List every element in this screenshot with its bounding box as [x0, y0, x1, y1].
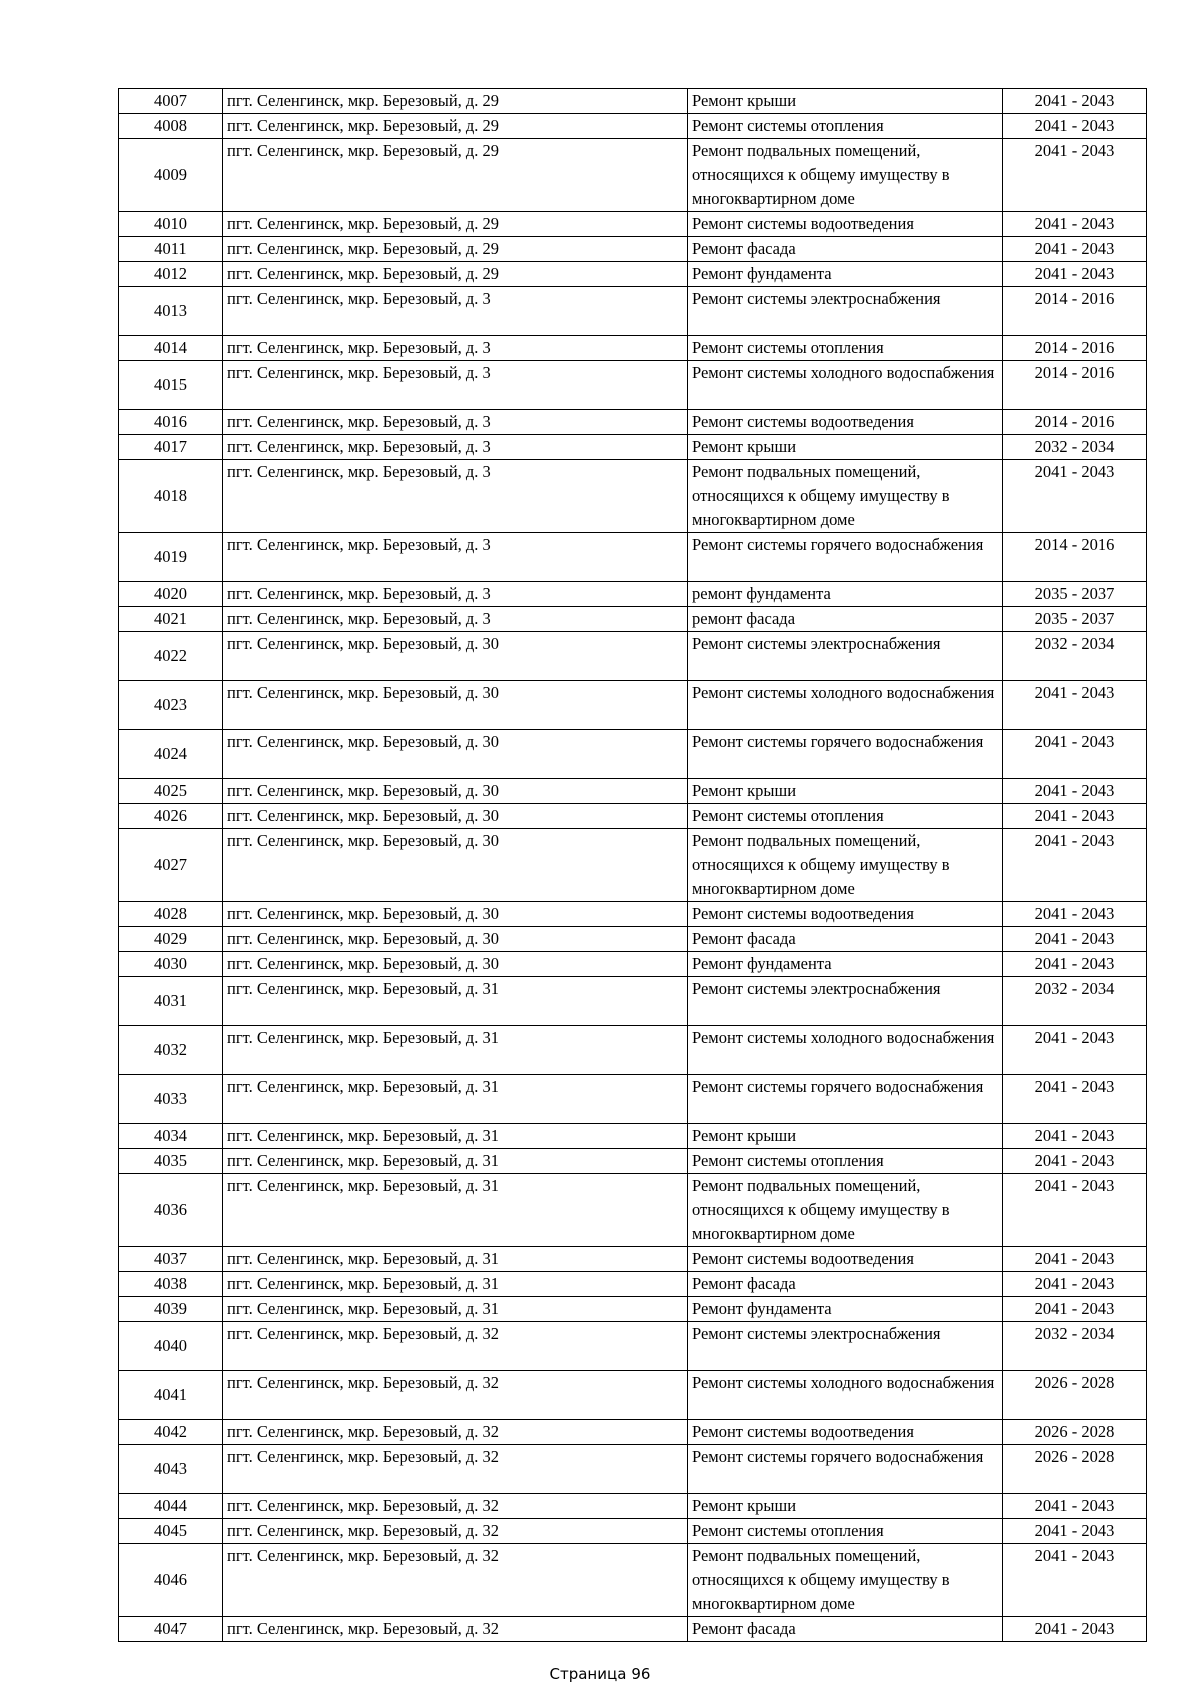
address-cell: пгт. Селенгинск, мкр. Березовый, д. 30	[223, 952, 688, 977]
row-number-cell: 4047	[119, 1617, 223, 1642]
work-type-cell: Ремонт системы горячего водоснабжения	[688, 1075, 1003, 1124]
address-cell: пгт. Селенгинск, мкр. Березовый, д. 3	[223, 410, 688, 435]
row-number-cell: 4026	[119, 804, 223, 829]
address-cell: пгт. Селенгинск, мкр. Березовый, д. 3	[223, 533, 688, 582]
work-type-cell: Ремонт системы горячего водоснабжения	[688, 533, 1003, 582]
period-cell: 2014 - 2016	[1003, 287, 1147, 336]
period-cell: 2032 - 2034	[1003, 435, 1147, 460]
table-row	[119, 139, 1147, 212]
work-type-cell: Ремонт системы электроснабжения	[688, 1322, 1003, 1371]
address-cell: пгт. Селенгинск, мкр. Березовый, д. 3	[223, 287, 688, 336]
row-number-cell: 4042	[119, 1420, 223, 1445]
period-cell: 2041 - 2043	[1003, 1247, 1147, 1272]
period-cell: 2014 - 2016	[1003, 410, 1147, 435]
work-type-cell: Ремонт подвальных помещений, относящихся к общему имуществу в многоквартирном доме	[688, 1174, 1003, 1247]
work-type-cell: Ремонт системы холодного водоспабжения	[688, 361, 1003, 410]
period-cell: 2041 - 2043	[1003, 1149, 1147, 1174]
address-cell: пгт. Селенгинск, мкр. Березовый, д. 30	[223, 902, 688, 927]
work-type-cell: Ремонт фасада	[688, 1272, 1003, 1297]
work-type-cell: Ремонт крыши	[688, 435, 1003, 460]
work-type-cell: Ремонт системы водоотведения	[688, 212, 1003, 237]
period-cell: 2041 - 2043	[1003, 1174, 1147, 1247]
row-number-cell: 4041	[119, 1371, 223, 1420]
page-number: 96	[631, 1665, 651, 1683]
address-cell: пгт. Селенгинск, мкр. Березовый, д. 30	[223, 632, 688, 681]
period-cell: 2014 - 2016	[1003, 336, 1147, 361]
period-cell: 2041 - 2043	[1003, 460, 1147, 533]
address-cell: пгт. Селенгинск, мкр. Березовый, д. 31	[223, 1124, 688, 1149]
work-type-cell: Ремонт системы горячего водоснабжения	[688, 1445, 1003, 1494]
table-row	[119, 1149, 1147, 1174]
row-number-cell: 4020	[119, 582, 223, 607]
table-row	[119, 681, 1147, 730]
table-row	[119, 1174, 1147, 1247]
table-row	[119, 1075, 1147, 1124]
table-row	[119, 779, 1147, 804]
table-row	[119, 829, 1147, 902]
period-cell: 2041 - 2043	[1003, 952, 1147, 977]
table-row	[119, 460, 1147, 533]
table-row	[119, 1519, 1147, 1544]
repair-schedule-table	[118, 88, 1147, 1642]
period-cell: 2014 - 2016	[1003, 361, 1147, 410]
period-cell: 2041 - 2043	[1003, 1297, 1147, 1322]
table-row	[119, 262, 1147, 287]
address-cell: пгт. Селенгинск, мкр. Березовый, д. 3	[223, 607, 688, 632]
address-cell: пгт. Селенгинск, мкр. Березовый, д. 3	[223, 435, 688, 460]
address-cell: пгт. Селенгинск, мкр. Березовый, д. 31	[223, 1272, 688, 1297]
address-cell: пгт. Селенгинск, мкр. Березовый, д. 3	[223, 460, 688, 533]
period-cell: 2026 - 2028	[1003, 1371, 1147, 1420]
row-number-cell: 4040	[119, 1322, 223, 1371]
table-row	[119, 1322, 1147, 1371]
period-cell: 2032 - 2034	[1003, 632, 1147, 681]
table-row	[119, 1494, 1147, 1519]
address-cell: пгт. Селенгинск, мкр. Березовый, д. 31	[223, 977, 688, 1026]
table-row	[119, 89, 1147, 114]
work-type-cell: Ремонт фасада	[688, 927, 1003, 952]
work-type-cell: Ремонт системы горячего водоснабжения	[688, 730, 1003, 779]
work-type-cell: Ремонт фасада	[688, 237, 1003, 262]
period-cell: 2041 - 2043	[1003, 779, 1147, 804]
work-type-cell: ремонт фундамента	[688, 582, 1003, 607]
table-row	[119, 902, 1147, 927]
work-type-cell: Ремонт системы холодного водоснабжения	[688, 1026, 1003, 1075]
period-cell: 2041 - 2043	[1003, 681, 1147, 730]
address-cell: пгт. Селенгинск, мкр. Березовый, д. 32	[223, 1420, 688, 1445]
table-row	[119, 1420, 1147, 1445]
row-number-cell: 4011	[119, 237, 223, 262]
row-number-cell: 4036	[119, 1174, 223, 1247]
row-number-cell: 4012	[119, 262, 223, 287]
table-row	[119, 1544, 1147, 1617]
row-number-cell: 4019	[119, 533, 223, 582]
address-cell: пгт. Селенгинск, мкр. Березовый, д. 32	[223, 1519, 688, 1544]
address-cell: пгт. Селенгинск, мкр. Березовый, д. 30	[223, 681, 688, 730]
work-type-cell: Ремонт системы отопления	[688, 804, 1003, 829]
table-row	[119, 237, 1147, 262]
period-cell: 2041 - 2043	[1003, 1272, 1147, 1297]
period-cell: 2041 - 2043	[1003, 114, 1147, 139]
address-cell: пгт. Селенгинск, мкр. Березовый, д. 3	[223, 336, 688, 361]
work-type-cell: Ремонт системы холодного водоснабжения	[688, 1371, 1003, 1420]
work-type-cell: Ремонт подвальных помещений, относящихся к общему имуществу в многоквартирном доме	[688, 139, 1003, 212]
row-number-cell: 4017	[119, 435, 223, 460]
work-type-cell: Ремонт крыши	[688, 779, 1003, 804]
address-cell: пгт. Селенгинск, мкр. Березовый, д. 32	[223, 1544, 688, 1617]
row-number-cell: 4033	[119, 1075, 223, 1124]
row-number-cell: 4014	[119, 336, 223, 361]
page-footer	[0, 1664, 1200, 1684]
period-cell: 2041 - 2043	[1003, 1124, 1147, 1149]
row-number-cell: 4029	[119, 927, 223, 952]
work-type-cell: Ремонт крыши	[688, 89, 1003, 114]
table-row	[119, 1297, 1147, 1322]
row-number-cell: 4031	[119, 977, 223, 1026]
work-type-cell: Ремонт подвальных помещений, относящихся к общему имуществу в многоквартирном доме	[688, 1544, 1003, 1617]
table-row	[119, 1124, 1147, 1149]
period-cell: 2026 - 2028	[1003, 1445, 1147, 1494]
period-cell: 2041 - 2043	[1003, 1026, 1147, 1075]
address-cell: пгт. Селенгинск, мкр. Березовый, д. 32	[223, 1617, 688, 1642]
address-cell: пгт. Селенгинск, мкр. Березовый, д. 31	[223, 1149, 688, 1174]
table-row	[119, 804, 1147, 829]
address-cell: пгт. Селенгинск, мкр. Березовый, д. 30	[223, 829, 688, 902]
work-type-cell: Ремонт системы отопления	[688, 1149, 1003, 1174]
period-cell: 2041 - 2043	[1003, 139, 1147, 212]
table-row	[119, 336, 1147, 361]
table-row	[119, 582, 1147, 607]
row-number-cell: 4038	[119, 1272, 223, 1297]
row-number-cell: 4034	[119, 1124, 223, 1149]
table-row	[119, 1371, 1147, 1420]
table-row	[119, 632, 1147, 681]
row-number-cell: 4035	[119, 1149, 223, 1174]
address-cell: пгт. Селенгинск, мкр. Березовый, д. 29	[223, 89, 688, 114]
address-cell: пгт. Селенгинск, мкр. Березовый, д. 31	[223, 1026, 688, 1075]
period-cell: 2032 - 2034	[1003, 977, 1147, 1026]
table-row	[119, 1247, 1147, 1272]
work-type-cell: Ремонт системы водоотведения	[688, 902, 1003, 927]
row-number-cell: 4028	[119, 902, 223, 927]
table-body	[119, 89, 1147, 1642]
address-cell: пгт. Селенгинск, мкр. Березовый, д. 30	[223, 804, 688, 829]
row-number-cell: 4030	[119, 952, 223, 977]
row-number-cell: 4022	[119, 632, 223, 681]
period-cell: 2041 - 2043	[1003, 1544, 1147, 1617]
address-cell: пгт. Селенгинск, мкр. Березовый, д. 29	[223, 237, 688, 262]
row-number-cell: 4013	[119, 287, 223, 336]
table-row	[119, 927, 1147, 952]
row-number-cell: 4008	[119, 114, 223, 139]
address-cell: пгт. Селенгинск, мкр. Березовый, д. 31	[223, 1174, 688, 1247]
row-number-cell: 4039	[119, 1297, 223, 1322]
row-number-cell: 4016	[119, 410, 223, 435]
work-type-cell: Ремонт подвальных помещений, относящихся к общему имуществу в многоквартирном доме	[688, 460, 1003, 533]
address-cell: пгт. Селенгинск, мкр. Березовый, д. 32	[223, 1371, 688, 1420]
work-type-cell: Ремонт подвальных помещений, относящихся к общему имуществу в многоквартирном доме	[688, 829, 1003, 902]
row-number-cell: 4025	[119, 779, 223, 804]
work-type-cell: ремонт фасада	[688, 607, 1003, 632]
work-type-cell: Ремонт системы электроснабжения	[688, 287, 1003, 336]
period-cell: 2041 - 2043	[1003, 927, 1147, 952]
table-row	[119, 1617, 1147, 1642]
work-type-cell: Ремонт системы водоотведения	[688, 1247, 1003, 1272]
work-type-cell: Ремонт системы отопления	[688, 114, 1003, 139]
address-cell: пгт. Селенгинск, мкр. Березовый, д. 30	[223, 730, 688, 779]
address-cell: пгт. Селенгинск, мкр. Березовый, д. 30	[223, 927, 688, 952]
table-row	[119, 287, 1147, 336]
work-type-cell: Ремонт системы водоотведения	[688, 1420, 1003, 1445]
table-row	[119, 1272, 1147, 1297]
table-row	[119, 1026, 1147, 1075]
row-number-cell: 4037	[119, 1247, 223, 1272]
period-cell: 2041 - 2043	[1003, 1494, 1147, 1519]
table-row	[119, 212, 1147, 237]
period-cell: 2014 - 2016	[1003, 533, 1147, 582]
table-row	[119, 410, 1147, 435]
row-number-cell: 4007	[119, 89, 223, 114]
row-number-cell: 4043	[119, 1445, 223, 1494]
table-row	[119, 977, 1147, 1026]
document-page	[118, 88, 1146, 1642]
period-cell: 2041 - 2043	[1003, 902, 1147, 927]
period-cell: 2035 - 2037	[1003, 607, 1147, 632]
table-row	[119, 435, 1147, 460]
address-cell: пгт. Селенгинск, мкр. Березовый, д. 32	[223, 1445, 688, 1494]
period-cell: 2041 - 2043	[1003, 804, 1147, 829]
work-type-cell: Ремонт фундамента	[688, 1297, 1003, 1322]
period-cell: 2041 - 2043	[1003, 730, 1147, 779]
work-type-cell: Ремонт крыши	[688, 1124, 1003, 1149]
row-number-cell: 4024	[119, 730, 223, 779]
period-cell: 2041 - 2043	[1003, 829, 1147, 902]
row-number-cell: 4032	[119, 1026, 223, 1075]
period-cell: 2032 - 2034	[1003, 1322, 1147, 1371]
row-number-cell: 4021	[119, 607, 223, 632]
table-row	[119, 533, 1147, 582]
address-cell: пгт. Селенгинск, мкр. Березовый, д. 3	[223, 361, 688, 410]
address-cell: пгт. Селенгинск, мкр. Березовый, д. 31	[223, 1297, 688, 1322]
address-cell: пгт. Селенгинск, мкр. Березовый, д. 29	[223, 212, 688, 237]
work-type-cell: Ремонт крыши	[688, 1494, 1003, 1519]
table-row	[119, 114, 1147, 139]
work-type-cell: Ремонт фасада	[688, 1617, 1003, 1642]
address-cell: пгт. Селенгинск, мкр. Березовый, д. 30	[223, 779, 688, 804]
work-type-cell: Ремонт системы отопления	[688, 1519, 1003, 1544]
period-cell: 2041 - 2043	[1003, 89, 1147, 114]
address-cell: пгт. Селенгинск, мкр. Березовый, д. 29	[223, 114, 688, 139]
row-number-cell: 4044	[119, 1494, 223, 1519]
row-number-cell: 4009	[119, 139, 223, 212]
address-cell: пгт. Селенгинск, мкр. Березовый, д. 32	[223, 1494, 688, 1519]
period-cell: 2041 - 2043	[1003, 1617, 1147, 1642]
work-type-cell: Ремонт фундамента	[688, 262, 1003, 287]
address-cell: пгт. Селенгинск, мкр. Березовый, д. 3	[223, 582, 688, 607]
address-cell: пгт. Селенгинск, мкр. Березовый, д. 29	[223, 139, 688, 212]
period-cell: 2035 - 2037	[1003, 582, 1147, 607]
work-type-cell: Ремонт системы электроснабжения	[688, 977, 1003, 1026]
address-cell: пгт. Селенгинск, мкр. Березовый, д. 32	[223, 1322, 688, 1371]
period-cell: 2041 - 2043	[1003, 212, 1147, 237]
work-type-cell: Ремонт системы водоотведения	[688, 410, 1003, 435]
period-cell: 2041 - 2043	[1003, 1075, 1147, 1124]
work-type-cell: Ремонт системы электроснабжения	[688, 632, 1003, 681]
row-number-cell: 4046	[119, 1544, 223, 1617]
page-label: Страница	[549, 1665, 627, 1683]
table-row	[119, 1445, 1147, 1494]
address-cell: пгт. Селенгинск, мкр. Березовый, д. 31	[223, 1075, 688, 1124]
address-cell: пгт. Селенгинск, мкр. Березовый, д. 29	[223, 262, 688, 287]
work-type-cell: Ремонт системы холодного водоснабжения	[688, 681, 1003, 730]
period-cell: 2026 - 2028	[1003, 1420, 1147, 1445]
row-number-cell: 4045	[119, 1519, 223, 1544]
table-row	[119, 952, 1147, 977]
work-type-cell: Ремонт системы отопления	[688, 336, 1003, 361]
row-number-cell: 4015	[119, 361, 223, 410]
row-number-cell: 4018	[119, 460, 223, 533]
table-row	[119, 361, 1147, 410]
period-cell: 2041 - 2043	[1003, 262, 1147, 287]
row-number-cell: 4023	[119, 681, 223, 730]
row-number-cell: 4010	[119, 212, 223, 237]
table-row	[119, 607, 1147, 632]
period-cell: 2041 - 2043	[1003, 237, 1147, 262]
row-number-cell: 4027	[119, 829, 223, 902]
work-type-cell: Ремонт фундамента	[688, 952, 1003, 977]
table-row	[119, 730, 1147, 779]
period-cell: 2041 - 2043	[1003, 1519, 1147, 1544]
address-cell: пгт. Селенгинск, мкр. Березовый, д. 31	[223, 1247, 688, 1272]
